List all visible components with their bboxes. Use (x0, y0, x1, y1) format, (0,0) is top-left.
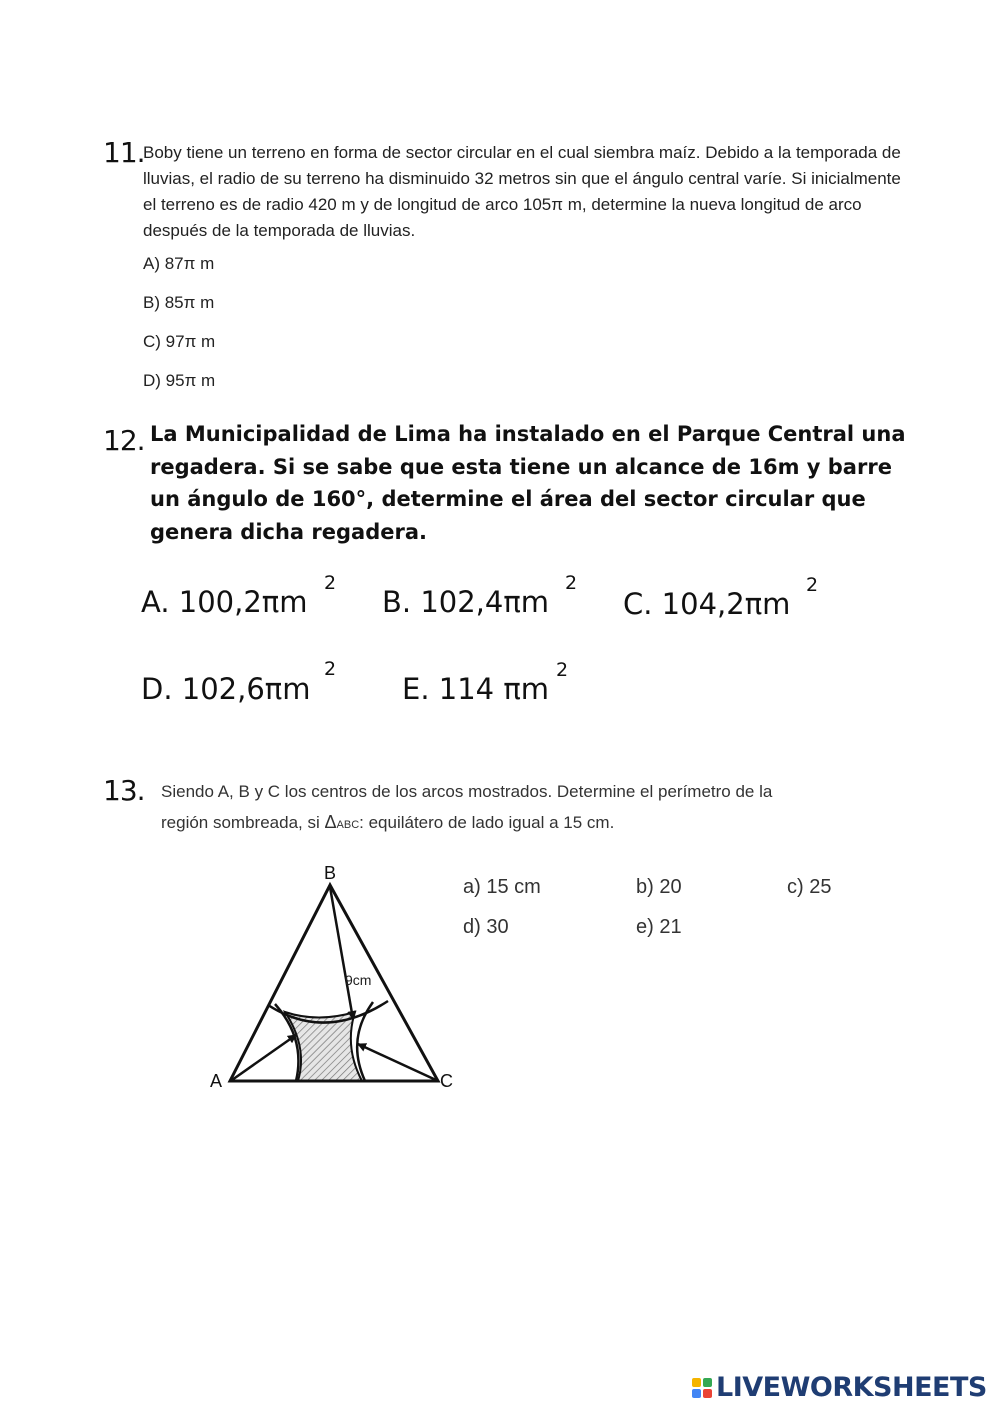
question-12-option-a-exponent: 2 (324, 572, 337, 594)
triangle-subscript: ABC (336, 819, 360, 831)
question-13-text-line-2 (161, 807, 901, 841)
logo-squares-icon (692, 1378, 712, 1398)
question-13-option-a[interactable]: a) 15 cm (463, 876, 541, 898)
question-11-text: Boby tiene un terreno en forma de sector circular en el cual siembra maíz. Debido a la temporada de lluvias, el radio de su terreno ha disminuido 32 metros sin que el ángulo central varíe. Si inicialmente el terreno es de radio 420 m y de longitud de arco 105π m, determine la nueva longitud de arco después de la temporada de lluvias. (143, 143, 901, 240)
liveworksheets-logo (692, 1372, 987, 1403)
logo-square-3 (692, 1389, 701, 1398)
question-12-number: 12. (103, 424, 145, 457)
question-12-option-b-exponent: 2 (565, 572, 578, 594)
radius-label: 9cm (345, 972, 372, 988)
question-11-option-c[interactable]: C) 97π m (143, 332, 216, 351)
question-13-option-d[interactable]: d) 30 (463, 916, 509, 938)
question-13-number: 13. (103, 774, 145, 807)
logo-square-4 (703, 1389, 712, 1398)
question-11-number: 11. (103, 136, 145, 169)
question-12-option-b[interactable]: B. 102,4πm (382, 585, 550, 619)
question-12-option-d[interactable]: D. 102,6πm (141, 672, 311, 706)
triangle-figure (200, 855, 470, 1100)
question-11-option-a[interactable]: A) 87π m (143, 254, 215, 273)
radius-arrow-c (358, 1044, 436, 1080)
question-12-option-a[interactable]: A. 100,2πm (141, 585, 308, 619)
question-13-option-b[interactable]: b) 20 (636, 876, 682, 898)
logo-square-1 (692, 1378, 701, 1387)
question-13-text-line-1: Siendo A, B y C los centros de los arcos mostrados. Determine el perímetro de la (161, 782, 773, 801)
vertex-label-a: A (210, 1071, 223, 1091)
question-13-option-c[interactable]: c) 25 (787, 876, 832, 898)
arc-centered-c (357, 1002, 373, 1081)
question-13-text-line-2-end: : equilátero de lado igual a 15 cm. (359, 813, 615, 832)
question-12-option-e[interactable]: E. 114 πm (402, 672, 550, 706)
triangle-symbol: Δ (324, 812, 337, 832)
question-12-option-c-exponent: 2 (806, 574, 819, 596)
question-12-option-e-exponent: 2 (556, 659, 569, 681)
question-11-option-b[interactable]: B) 85π m (143, 293, 215, 312)
vertex-label-b: B (324, 863, 337, 883)
question-12-option-d-exponent: 2 (324, 658, 337, 680)
question-13-text-line-2-start: región sombreada, si (161, 813, 325, 832)
question-13-text (161, 776, 901, 841)
question-11-option-d[interactable]: D) 95π m (143, 371, 216, 390)
question-12-text: La Municipalidad de Lima ha instalado en el Parque Central una regadera. Si se sabe que esta tiene un alcance de 16m y barre un ángulo de 160°, determine el área del sector circular que genera dicha regadera. (150, 422, 906, 544)
vertex-label-c: C (440, 1071, 453, 1091)
question-13-option-e[interactable]: e) 21 (636, 916, 682, 938)
logo-square-2 (703, 1378, 712, 1387)
logo-brand-text: LIVEWORKSHEETS (716, 1372, 987, 1403)
question-12-option-c[interactable]: C. 104,2πm (623, 587, 791, 621)
